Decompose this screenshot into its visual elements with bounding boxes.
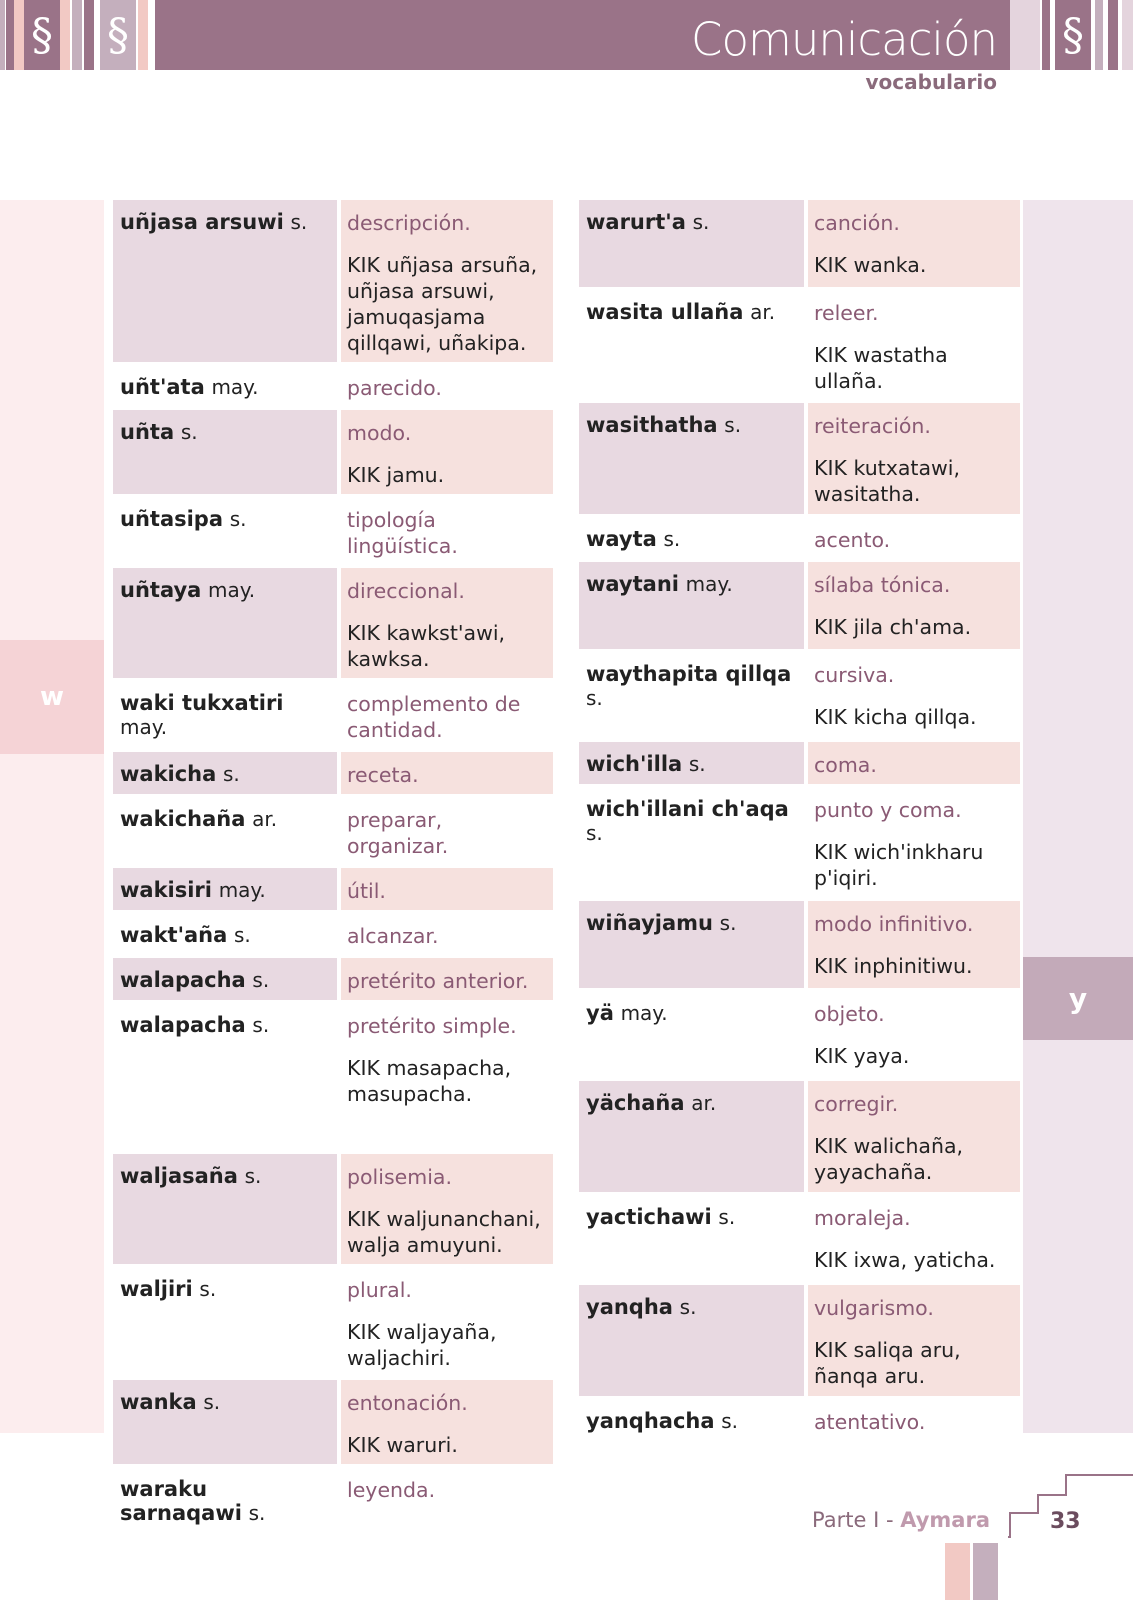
synonym-note: KIK wanka. bbox=[814, 253, 927, 277]
spanish-meaning: sílaba tónica. bbox=[814, 573, 951, 597]
dictionary-entry bbox=[113, 752, 553, 794]
spanish-meaning: atentativo. bbox=[814, 1410, 926, 1434]
right-column bbox=[579, 200, 1020, 1445]
entry-definition bbox=[808, 901, 1020, 988]
dictionary-entry bbox=[113, 958, 553, 1000]
entry-definition bbox=[808, 742, 1020, 784]
spanish-meaning: receta. bbox=[347, 763, 419, 787]
entry-term: wich'illa s. bbox=[579, 742, 804, 784]
entry-definition bbox=[341, 1267, 553, 1377]
part-of-speech: s. bbox=[203, 1390, 221, 1414]
page-title: Comunicación bbox=[691, 13, 997, 66]
spanish-meaning: pretérito anterior. bbox=[347, 969, 529, 993]
dictionary-entry bbox=[113, 410, 553, 494]
entry-term: walapacha s. bbox=[120, 1013, 270, 1037]
entry-term: yä may. bbox=[586, 1001, 668, 1025]
synonym-note: KIK saliqa aru, ñanqa aru. bbox=[814, 1338, 961, 1388]
synonym-note: KIK kutxatawi, wasitatha. bbox=[814, 456, 960, 506]
spanish-meaning: objeto. bbox=[814, 1002, 885, 1026]
entry-term: yächaña ar. bbox=[579, 1081, 804, 1192]
part-of-speech: s. bbox=[679, 1295, 697, 1319]
dictionary-entry bbox=[113, 365, 553, 407]
part-of-speech: may. bbox=[218, 878, 266, 902]
entry-term: uñt'ata may. bbox=[120, 375, 259, 399]
entry-definition bbox=[808, 290, 1020, 400]
dictionary-entry bbox=[579, 403, 1020, 514]
footer-bar bbox=[973, 1543, 998, 1600]
part-of-speech: s. bbox=[721, 1409, 739, 1433]
spanish-meaning: modo. bbox=[347, 421, 412, 445]
part-of-speech: s. bbox=[724, 413, 742, 437]
dictionary-entry bbox=[113, 497, 553, 565]
part-of-speech: s. bbox=[688, 752, 706, 776]
part-of-speech: may. bbox=[208, 578, 256, 602]
entry-term: wayta s. bbox=[586, 527, 681, 551]
synonym-note: KIK yaya. bbox=[814, 1044, 910, 1068]
dictionary-entry bbox=[113, 1467, 553, 1537]
part-of-speech: s. bbox=[223, 762, 240, 786]
spanish-meaning: moraleja. bbox=[814, 1206, 911, 1230]
spanish-meaning: leyenda. bbox=[347, 1478, 436, 1502]
entry-definition bbox=[341, 1467, 553, 1537]
letter-tab-y: y bbox=[1023, 957, 1133, 1040]
part-of-speech: s. bbox=[180, 420, 198, 444]
entry-definition bbox=[341, 958, 553, 1000]
dictionary-entry bbox=[579, 1081, 1020, 1192]
spanish-meaning: coma. bbox=[814, 753, 877, 777]
part-of-speech: ar. bbox=[691, 1091, 717, 1115]
entry-term: waki tukxatiri may. bbox=[120, 691, 284, 739]
entry-definition bbox=[808, 562, 1020, 649]
entry-definition bbox=[808, 652, 1020, 739]
spanish-meaning: parecido. bbox=[347, 376, 442, 400]
entry-definition bbox=[341, 200, 553, 362]
dictionary-entry bbox=[579, 290, 1020, 400]
footer-language: Aymara bbox=[900, 1508, 990, 1532]
part-of-speech: s. bbox=[199, 1277, 217, 1301]
spanish-meaning: acento. bbox=[814, 528, 891, 552]
right-side-panel bbox=[1023, 200, 1133, 1433]
part-of-speech: s. bbox=[692, 210, 710, 234]
dictionary-entry bbox=[579, 742, 1020, 784]
entry-definition bbox=[341, 797, 553, 865]
entry-term: wich'illani ch'aqa s. bbox=[586, 797, 789, 845]
dictionary-entry bbox=[113, 200, 553, 362]
entry-definition bbox=[808, 200, 1020, 287]
synonym-note: KIK masapacha, masupacha. bbox=[347, 1056, 512, 1106]
synonym-note: KIK uñjasa arsuña, uñjasa arsuwi, jamuqasjama qillqawi, uñakipa. bbox=[347, 253, 538, 355]
synonym-note: KIK jila ch'ama. bbox=[814, 615, 972, 639]
spanish-meaning: plural. bbox=[347, 1278, 412, 1302]
dictionary-entry bbox=[579, 1399, 1020, 1442]
part-of-speech: s. bbox=[244, 1164, 262, 1188]
entry-definition bbox=[808, 1399, 1020, 1442]
dictionary-entry bbox=[113, 1154, 553, 1264]
dictionary-entry bbox=[113, 797, 553, 865]
synonym-note: KIK inphinitiwu. bbox=[814, 954, 973, 978]
dictionary-entry bbox=[579, 652, 1020, 739]
entry-term: waraku sarnaqawi s. bbox=[120, 1477, 266, 1525]
entry-term: uñtaya may. bbox=[113, 568, 337, 678]
dictionary-entry bbox=[579, 991, 1020, 1078]
entry-term: wanka s. bbox=[113, 1380, 337, 1464]
synonym-note: KIK jamu. bbox=[347, 463, 445, 487]
entry-term: yactichawi s. bbox=[586, 1205, 736, 1229]
entry-definition bbox=[808, 991, 1020, 1078]
entry-definition bbox=[808, 1081, 1020, 1192]
part-of-speech: s. bbox=[718, 1205, 736, 1229]
spanish-meaning: complemento de cantidad. bbox=[347, 692, 521, 742]
entry-definition bbox=[341, 410, 553, 494]
entry-definition bbox=[341, 1380, 553, 1464]
dictionary-entry bbox=[579, 787, 1020, 898]
entry-term: wakt'aña s. bbox=[120, 923, 251, 947]
spanish-meaning: vulgarismo. bbox=[814, 1296, 934, 1320]
part-of-speech: s. bbox=[586, 821, 603, 845]
dictionary-entry bbox=[113, 868, 553, 910]
entry-definition bbox=[341, 497, 553, 565]
letter-tab-w: w bbox=[0, 640, 104, 754]
entry-term: waytani may. bbox=[579, 562, 804, 649]
part-of-speech: s. bbox=[586, 686, 603, 710]
spanish-meaning: canción. bbox=[814, 211, 900, 235]
dictionary-entry bbox=[579, 1285, 1020, 1396]
synonym-note: KIK wastatha ullaña. bbox=[814, 343, 948, 393]
entry-definition bbox=[341, 1003, 553, 1151]
entry-definition bbox=[341, 913, 553, 955]
spanish-meaning: útil. bbox=[347, 879, 386, 903]
entry-term: uñta s. bbox=[113, 410, 337, 494]
dictionary-entry bbox=[579, 562, 1020, 649]
spiral-ornament-icon: § bbox=[24, 0, 60, 70]
spanish-meaning: punto y coma. bbox=[814, 798, 962, 822]
entry-term: uñjasa arsuwi s. bbox=[113, 200, 337, 362]
entry-term: wakichaña ar. bbox=[120, 807, 278, 831]
synonym-note: KIK kawkst'awi, kawksa. bbox=[347, 621, 506, 671]
page-number: 33 bbox=[1050, 1509, 1081, 1534]
dictionary-entry bbox=[579, 517, 1020, 559]
spiral-ornament-icon: § bbox=[100, 0, 136, 70]
part-of-speech: ar. bbox=[750, 300, 776, 324]
part-of-speech: s. bbox=[719, 911, 737, 935]
part-of-speech: may. bbox=[685, 572, 733, 596]
synonym-note: KIK waljayaña, waljachiri. bbox=[347, 1320, 497, 1370]
left-column bbox=[113, 200, 553, 1540]
spanish-meaning: alcanzar. bbox=[347, 924, 439, 948]
part-of-speech: s. bbox=[663, 527, 681, 551]
spanish-meaning: descripción. bbox=[347, 211, 471, 235]
dictionary-entry bbox=[113, 913, 553, 955]
synonym-note: KIK wich'inkharu p'iqiri. bbox=[814, 840, 984, 890]
synonym-note: KIK waljunanchani, walja amuyuni. bbox=[347, 1207, 541, 1257]
spanish-meaning: direccional. bbox=[347, 579, 465, 603]
entry-term: uñtasipa s. bbox=[120, 507, 247, 531]
dictionary-entry bbox=[113, 568, 553, 678]
spiral-ornament-icon: § bbox=[1055, 0, 1091, 70]
dictionary-entry bbox=[113, 681, 553, 749]
part-of-speech: may. bbox=[120, 715, 168, 739]
entry-term: waljiri s. bbox=[120, 1277, 217, 1301]
entry-term: yanqhacha s. bbox=[586, 1409, 739, 1433]
entry-definition bbox=[341, 681, 553, 749]
entry-definition bbox=[341, 752, 553, 794]
entry-term: wasita ullaña ar. bbox=[586, 300, 776, 324]
spanish-meaning: polisemia. bbox=[347, 1165, 452, 1189]
footer-bar bbox=[945, 1543, 970, 1600]
entry-term: wiñayjamu s. bbox=[579, 901, 804, 988]
part-of-speech: s. bbox=[229, 507, 247, 531]
part-of-speech: s. bbox=[248, 1501, 266, 1525]
entry-term: warurt'a s. bbox=[579, 200, 804, 287]
part-of-speech: may. bbox=[620, 1001, 668, 1025]
synonym-note: KIK kicha qillqa. bbox=[814, 705, 977, 729]
entry-definition bbox=[808, 1195, 1020, 1282]
left-side-panel bbox=[0, 200, 104, 1433]
part-of-speech: ar. bbox=[252, 807, 278, 831]
part-of-speech: s. bbox=[233, 923, 251, 947]
spanish-meaning: entonación. bbox=[347, 1391, 468, 1415]
entry-definition bbox=[341, 868, 553, 910]
entry-definition bbox=[341, 568, 553, 678]
spanish-meaning: cursiva. bbox=[814, 663, 895, 687]
spanish-meaning: releer. bbox=[814, 301, 879, 325]
entry-definition bbox=[341, 365, 553, 407]
entry-term: waythapita qillqa s. bbox=[586, 662, 792, 710]
dictionary-entry bbox=[579, 200, 1020, 287]
entry-term: walapacha s. bbox=[113, 958, 337, 1000]
entry-definition bbox=[808, 787, 1020, 898]
synonym-note: KIK waruri. bbox=[347, 1433, 458, 1457]
entry-definition bbox=[808, 403, 1020, 514]
dictionary-entry bbox=[113, 1003, 553, 1151]
spanish-meaning: pretérito simple. bbox=[347, 1014, 517, 1038]
entry-definition bbox=[808, 517, 1020, 559]
dictionary-entry bbox=[113, 1267, 553, 1377]
entry-definition bbox=[808, 1285, 1020, 1396]
spanish-meaning: tipología lingüística. bbox=[347, 508, 458, 558]
entry-term: waljasaña s. bbox=[113, 1154, 337, 1264]
spanish-meaning: preparar, organizar. bbox=[347, 808, 449, 858]
part-of-speech: s. bbox=[290, 210, 308, 234]
spanish-meaning: corregir. bbox=[814, 1092, 899, 1116]
entry-term: wasithatha s. bbox=[579, 403, 804, 514]
synonym-note: KIK walichaña, yayachaña. bbox=[814, 1134, 964, 1184]
entry-term: wakicha s. bbox=[113, 752, 337, 794]
spanish-meaning: reiteración. bbox=[814, 414, 931, 438]
footer-part: Parte I - Aymara bbox=[812, 1508, 990, 1532]
part-of-speech: may. bbox=[211, 375, 259, 399]
stairs-ornament-icon bbox=[1008, 1471, 1133, 1546]
page-subtitle: vocabulario bbox=[865, 70, 997, 94]
dictionary-entry bbox=[579, 901, 1020, 988]
entry-definition bbox=[341, 1154, 553, 1264]
spanish-meaning: modo infinitivo. bbox=[814, 912, 974, 936]
dictionary-entry bbox=[113, 1380, 553, 1464]
part-of-speech: s. bbox=[252, 1013, 270, 1037]
part-of-speech: s. bbox=[252, 968, 270, 992]
entry-term: wakisiri may. bbox=[113, 868, 337, 910]
entry-term: yanqha s. bbox=[579, 1285, 804, 1396]
dictionary-entry bbox=[579, 1195, 1020, 1282]
synonym-note: KIK ixwa, yaticha. bbox=[814, 1248, 996, 1272]
